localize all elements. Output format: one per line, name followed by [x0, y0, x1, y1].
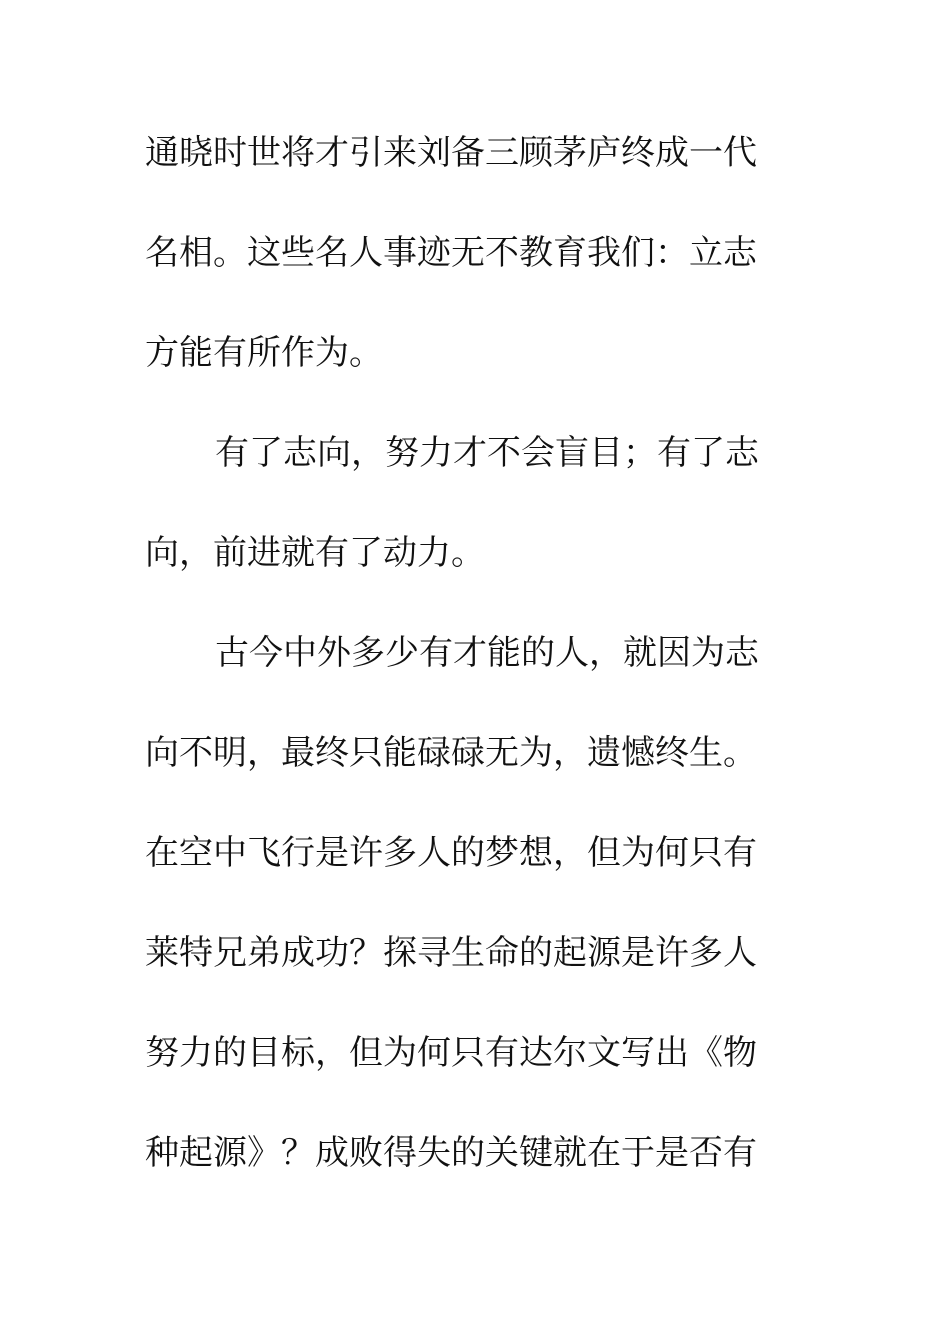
text-line: 莱特兄弟成功？探寻生命的起源是许多人: [145, 933, 757, 973]
text-line: 方能有所作为。: [145, 333, 383, 373]
text-line: 通晓时世将才引来刘备三顾茅庐终成一代: [145, 133, 757, 173]
paragraph-start-line: 有了志向，努力才不会盲目；有了志: [215, 433, 759, 473]
paragraph-start-line: 古今中外多少有才能的人，就因为志: [215, 633, 759, 673]
text-line: 努力的目标，但为何只有达尔文写出《物: [145, 1033, 757, 1073]
text-line: 向不明，最终只能碌碌无为，遗憾终生。: [145, 733, 757, 773]
text-line: 种起源》？成败得失的关键就在于是否有: [145, 1133, 757, 1173]
text-line: 在空中飞行是许多人的梦想，但为何只有: [145, 833, 757, 873]
text-line: 向，前进就有了动力。: [145, 533, 485, 573]
text-line: 名相。这些名人事迹无不教育我们：立志: [145, 233, 757, 273]
